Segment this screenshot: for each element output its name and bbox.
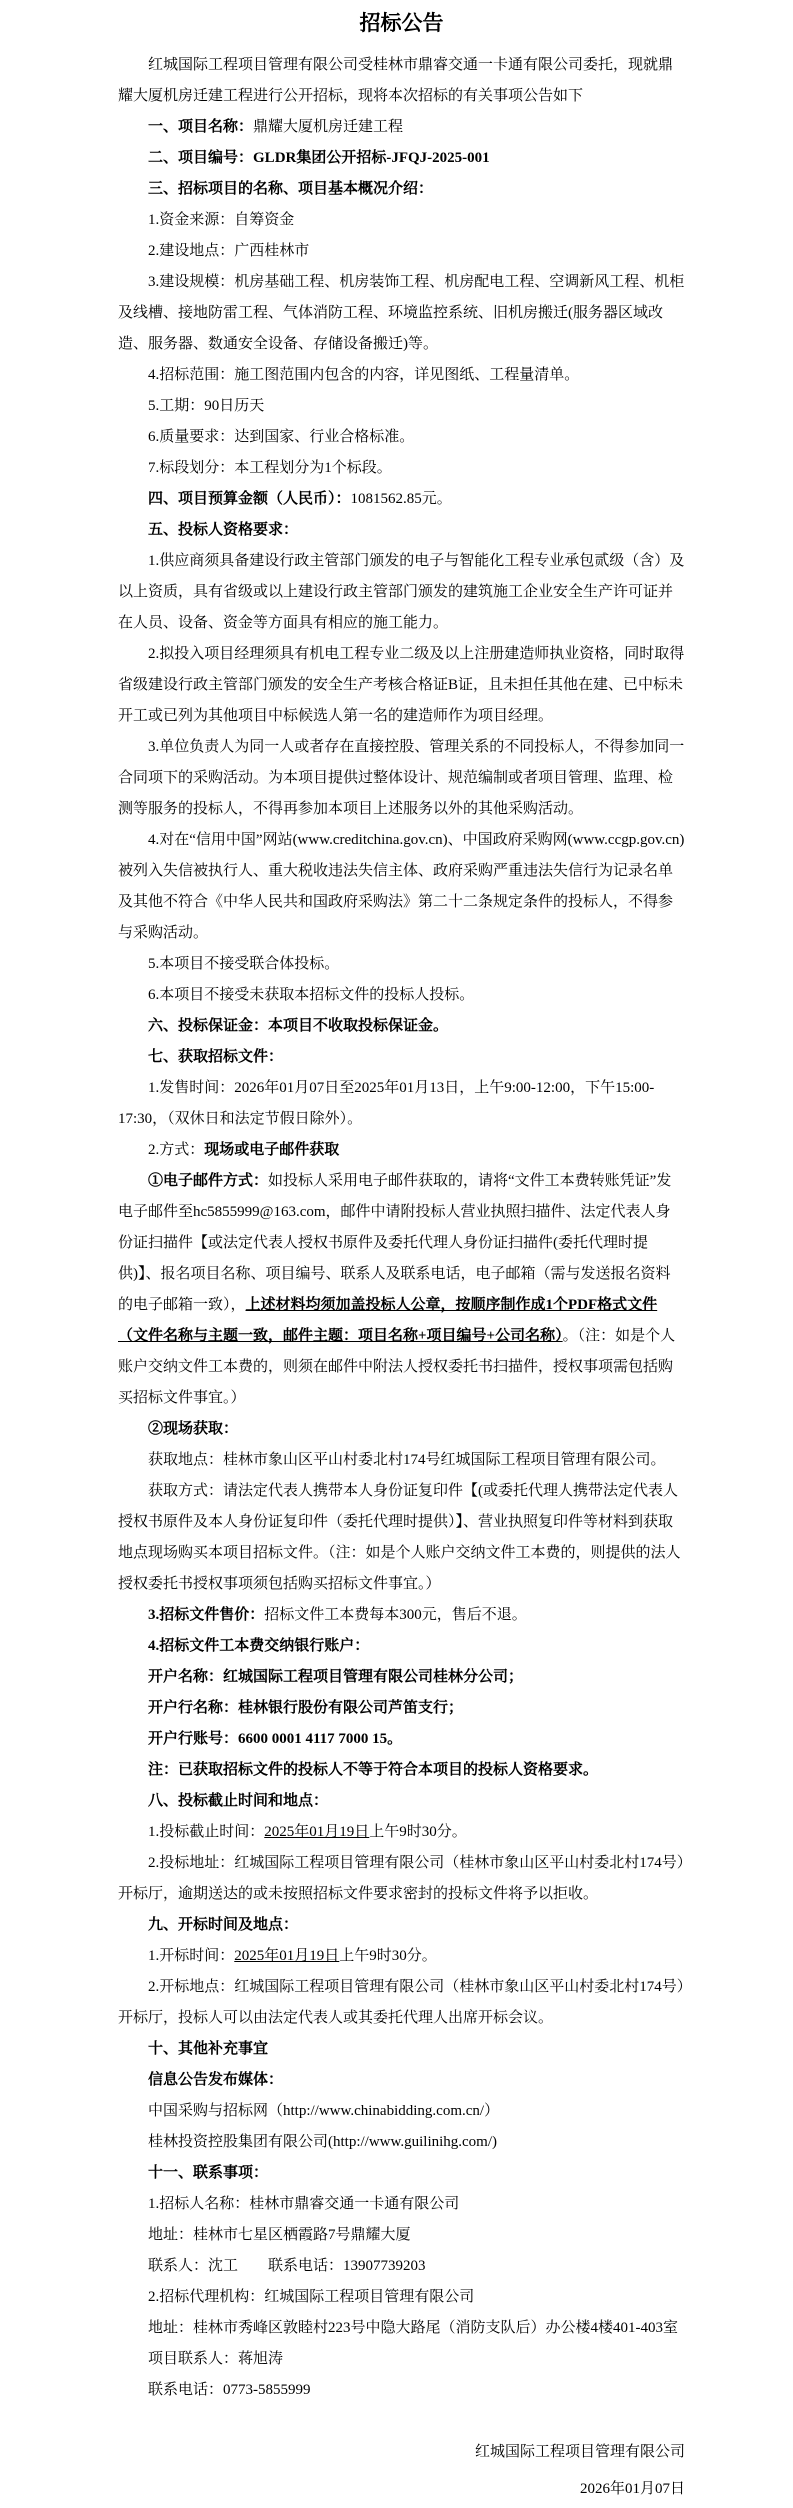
tenderer-name-line: 1.招标人名称：桂林市鼎睿交通一卡通有限公司 bbox=[148, 2196, 460, 2212]
section10-heading: 十、其他补充事宜 bbox=[148, 2041, 269, 2057]
section8-heading: 八、投标截止时间和地点： bbox=[148, 1793, 329, 1809]
section4-label: 四、项目预算金额（人民币）： bbox=[148, 491, 351, 507]
email-method-emphasis: 上述材料均须加盖投标人公章，按顺序制作成1个PDF格式文件（文件名称与主题一致，邮件主题：项目名称+项目编号+公司名称） bbox=[118, 1297, 658, 1344]
document-title: 招标公告 bbox=[359, 11, 444, 35]
bank-heading: 4.招标文件工本费交纳银行账户： bbox=[148, 1638, 370, 1654]
list-item: 4.对在“信用中国”网站(www.creditchina.gov.cn)、中国政府采购网(www.ccgp.gov.cn)被列入失信被执行人、重大税收违法失信主体、政府采购严重违法失信行为记录名单及其他不符合《中华人民共和国政府采购法》第二十二条规定条件的投标人，不得参与采购活动。 bbox=[118, 832, 685, 941]
bank-account-name: 开户名称：红城国际工程项目管理有限公司桂林分公司； bbox=[148, 1669, 524, 1685]
method-value: 现场或电子邮件获取 bbox=[204, 1142, 340, 1158]
method-label: 2.方式： bbox=[148, 1142, 205, 1158]
media-item: 中国采购与招标网（http://www.chinabidding.com.cn/） bbox=[148, 2103, 500, 2119]
list-item: 5.工期：90日历天 bbox=[148, 398, 265, 414]
list-item: 6.质量要求：达到国家、行业合格标准。 bbox=[148, 429, 415, 445]
onsite-method-label: ②现场获取： bbox=[148, 1421, 239, 1437]
section11-heading: 十一、联系事项： bbox=[148, 2165, 269, 2181]
email-method-text: 如投标人采用电子邮件获取的，请将“文件工本费转账凭证”发电子邮件至hc5855999@163.com，邮件中请附投标人营业执照扫描件、法定代表人身份证扫描件【或法定代表人授权书原件及委托代理人身份证扫描件(委托代理时提供)】、报名项目名称、项目编号、联系人及联系电话，电子邮箱（需与发送报名资料的电子邮箱一致）， bbox=[118, 1173, 672, 1313]
section4-value: 1081562.85元。 bbox=[350, 491, 452, 507]
method-line bbox=[118, 1135, 685, 1166]
section9-heading: 九、开标时间及地点： bbox=[148, 1917, 299, 1933]
bank-account-number: 开户行账号：6600 0001 4117 7000 15。 bbox=[148, 1731, 403, 1747]
section1-value: 鼎耀大厦机房迁建工程 bbox=[253, 119, 404, 135]
bank-branch-name: 开户行名称：桂林银行股份有限公司芦笛支行； bbox=[148, 1700, 464, 1716]
section2-value: GLDR集团公开招标-JFQJ-2025-001 bbox=[253, 150, 490, 166]
section4-line bbox=[118, 484, 685, 515]
section1-label: 一、项目名称： bbox=[148, 119, 254, 135]
tenderer-contact-line: 联系人：沈工 联系电话：13907739203 bbox=[148, 2258, 426, 2274]
section5-heading: 五、投标人资格要求： bbox=[148, 522, 299, 538]
footer-date: 2026年01月07日 bbox=[579, 2481, 685, 2497]
open-place-line: 2.开标地点：红城国际工程项目管理有限公司（桂林市象山区平山村委北村174号）开标厅，投标人可以由法定代表人或其委托代理人出席开标会议。 bbox=[118, 1979, 685, 2026]
list-item: 7.标段划分：本工程划分为1个标段。 bbox=[148, 460, 392, 476]
bid-deadline-time: 上午9时30分。 bbox=[369, 1824, 467, 1840]
qualification-note: 注：已获取招标文件的投标人不等于符合本项目的投标人资格要求。 bbox=[148, 1762, 599, 1778]
onsite-method-paragraph: 获取方式：请法定代表人携带本人身份证复印件【(或委托代理人携带法定代表人授权书原件及本人身份证复印件（委托代理时提供）】、营业执照复印件等材料到获取地点现场购买本项目招标文件。（注：如是个人账户交纳文件工本费的，则提供的法人授权委托书授权事项须包括购买招标文件事宜。） bbox=[118, 1483, 681, 1592]
agency-name-line: 2.招标代理机构：红城国际工程项目管理有限公司 bbox=[148, 2289, 475, 2305]
tenderer-address-line: 地址：桂林市七星区栖霞路7号鼎耀大厦 bbox=[148, 2227, 411, 2243]
open-time-date: 2025年01月19日 bbox=[234, 1948, 340, 1964]
price-line bbox=[118, 1600, 685, 1631]
intro-paragraph: 红城国际工程项目管理有限公司受桂林市鼎睿交通一卡通有限公司委托，现就鼎耀大厦机房迁建工程进行公开招标，现将本次招标的有关事项公告如下 bbox=[118, 57, 674, 104]
list-item: 4.招标范围：施工图范围内包含的内容，详见图纸、工程量清单。 bbox=[148, 367, 580, 383]
agency-address-line: 地址：桂林市秀峰区敦睦村223号中隐大路尾（消防支队后）办公楼4楼401-403室 bbox=[148, 2320, 678, 2336]
list-item: 3.单位负责人为同一人或者存在直接控股、管理关系的不同投标人，不得参加同一合同项下的采购活动。为本项目提供过整体设计、规范编制或者项目管理、监理、检测等服务的投标人，不得再参加本项目上述服务以外的其他采购活动。 bbox=[118, 739, 685, 817]
list-item: 2.建设地点：广西桂林市 bbox=[148, 243, 310, 259]
sale-time-line: 1.发售时间：2026年01月07日至2025年01月13日，上午9:00-12:00，下午15:00- 17:30，（双休日和法定节假日除外）。 bbox=[118, 1080, 655, 1127]
list-item: 1.供应商须具备建设行政主管部门颁发的电子与智能化工程专业承包贰级（含）及以上资质，具有省级或以上建设行政主管部门颁发的建筑施工企业安全生产许可证并在人员、设备、资金等方面具有相应的施工能力。 bbox=[118, 553, 685, 631]
email-method-note: 。（注：如是个人账户交纳文件工本费的，则须在邮件中附法人授权委托书扫描件，授权事项需包括购买招标文件事宜。） bbox=[118, 1328, 676, 1406]
email-method-label: ①电子邮件方式： bbox=[148, 1173, 269, 1189]
list-item: 2.拟投入项目经理须具有机电工程专业二级及以上注册建造师执业资格，同时取得省级建设行政主管部门颁发的安全生产考核合格证B证，且未担任其他在建、已中标未开工或已列为其他项目中标候选人第一名的建造师作为项目经理。 bbox=[118, 646, 685, 724]
list-item: 3.建设规模：机房基础工程、机房装饰工程、机房配电工程、空调新风工程、机柜及线槽、接地防雷工程、气体消防工程、环境监控系统、旧机房搬迁(服务器区域改造、服务器、数通安全设备、存储设备搬迁)等。 bbox=[118, 274, 685, 352]
bid-address-line: 2.投标地址：红城国际工程项目管理有限公司（桂林市象山区平山村委北村174号）开标厅，逾期送达的或未按照招标文件要求密封的投标文件将予以拒收。 bbox=[118, 1855, 685, 1902]
footer-company: 红城国际工程项目管理有限公司 bbox=[474, 2444, 685, 2460]
open-time-line bbox=[118, 1941, 685, 1972]
open-time-value: 上午9时30分。 bbox=[339, 1948, 437, 1964]
media-item: 桂林投资控股集团有限公司(http://www.guilinihg.com/) bbox=[148, 2134, 498, 2150]
onsite-place-line: 获取地点：桂林市象山区平山村委北村174号红城国际工程项目管理有限公司。 bbox=[148, 1452, 666, 1468]
section2-line bbox=[118, 143, 685, 174]
open-time-label: 1.开标时间： bbox=[148, 1948, 235, 1964]
list-item: 1.资金来源：自筹资金 bbox=[148, 212, 295, 228]
price-value: 招标文件工本费每本300元，售后不退。 bbox=[264, 1607, 527, 1623]
section3-heading: 三、招标项目的名称、项目基本概况介绍： bbox=[148, 181, 434, 197]
list-item: 5.本项目不接受联合体投标。 bbox=[148, 956, 340, 972]
bid-deadline-date: 2025年01月19日 bbox=[264, 1824, 370, 1840]
email-method-paragraph bbox=[118, 1166, 685, 1414]
price-label: 3.招标文件售价： bbox=[148, 1607, 265, 1623]
section6-heading: 六、投标保证金：本项目不收取投标保证金。 bbox=[148, 1018, 449, 1034]
signature-block bbox=[118, 2434, 685, 2508]
agency-phone-line: 联系电话：0773-5855999 bbox=[148, 2382, 311, 2398]
bid-deadline-label: 1.投标截止时间： bbox=[148, 1824, 265, 1840]
media-heading: 信息公告发布媒体： bbox=[148, 2072, 284, 2088]
section1-line bbox=[118, 112, 685, 143]
section2-label: 二、项目编号： bbox=[148, 150, 254, 166]
bid-deadline-line bbox=[118, 1817, 685, 1848]
agency-contact-line: 项目联系人：蒋旭涛 bbox=[148, 2351, 284, 2367]
list-item: 6.本项目不接受未获取本招标文件的投标人投标。 bbox=[148, 987, 475, 1003]
section7-heading: 七、获取招标文件： bbox=[148, 1049, 284, 1065]
